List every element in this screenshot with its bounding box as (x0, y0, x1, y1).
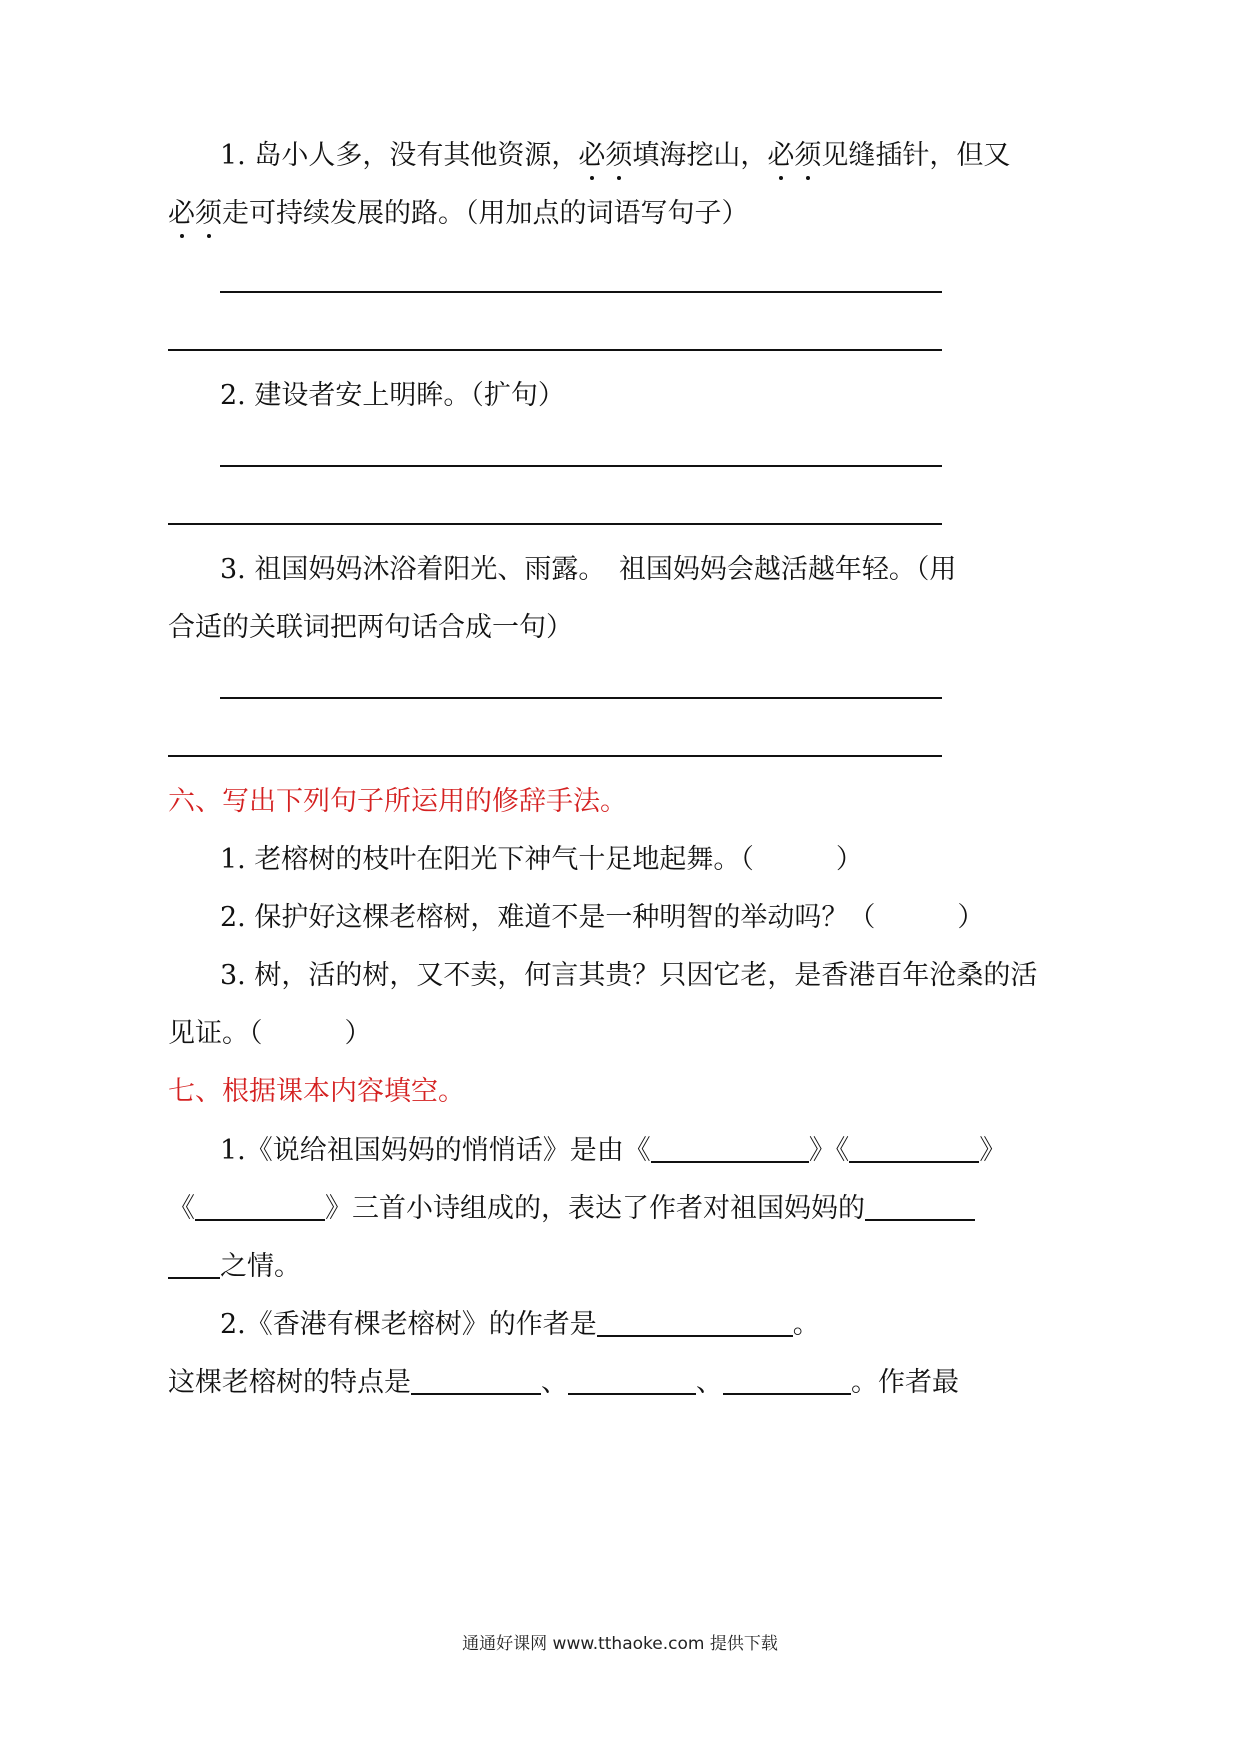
question-5-1-line1 (220, 136, 1010, 176)
question-5-3-line1: 3. 祖国妈妈沐浴着阳光、雨露。 祖国妈妈会越活越年轻。（用 (220, 554, 957, 585)
text-segment: 2. 保护好这棵老榕树，难道不是一种明智的举动吗？（ (220, 902, 876, 933)
answer-line[interactable] (168, 523, 942, 525)
answer-blank[interactable] (411, 1365, 541, 1395)
section-6-heading: 六、写出下列句子所运用的修辞手法。 (168, 786, 627, 817)
answer-line[interactable] (220, 697, 942, 699)
text-segment: ） (957, 902, 985, 933)
section-7-heading: 七、根据课本内容填空。 (168, 1076, 465, 1107)
answer-line[interactable] (220, 465, 942, 467)
text-segment: 1.《说给祖国妈妈的悄悄话》是由《 (220, 1135, 651, 1166)
answer-blank[interactable] (168, 1249, 220, 1279)
text-segment: 、 (696, 1367, 723, 1398)
dotted-char: 须 (794, 140, 822, 171)
question-7-2-line2 (168, 1363, 959, 1403)
question-6-3-line1: 3. 树，活的树，又不卖，何言其贵？只因它老，是香港百年沧桑的活 (220, 960, 1038, 991)
text-segment: ） (835, 844, 863, 875)
question-6-2 (220, 898, 984, 938)
answer-blank[interactable] (597, 1307, 793, 1337)
text-segment: 这棵老榕树的特点是 (168, 1367, 411, 1398)
answer-blank[interactable] (723, 1365, 851, 1395)
text-segment: 1. 老榕树的枝叶在阳光下神气十足地起舞。（ (220, 844, 754, 875)
text-segment: 见缝插针，但又 (821, 140, 1011, 171)
question-6-1 (220, 840, 863, 880)
answer-line[interactable] (168, 349, 942, 351)
question-7-1-line1 (220, 1131, 1006, 1171)
answer-line[interactable] (220, 291, 942, 293)
text-segment: 1. 岛小人多，没有其他资源， (220, 140, 579, 171)
text-segment: ） (344, 1018, 372, 1049)
answer-blank[interactable] (195, 1191, 325, 1221)
dotted-char: 必 (168, 198, 195, 229)
dotted-char: 须 (605, 140, 633, 171)
text-segment: 》三首小诗组成的，表达了作者对祖国妈妈的 (325, 1193, 865, 1224)
question-5-3-line2: 合适的关联词把两句话合成一句） (168, 612, 573, 643)
text-segment: 。作者最 (851, 1367, 959, 1398)
question-6-3-line2 (168, 1014, 372, 1054)
answer-line[interactable] (168, 755, 942, 757)
text-segment: 填海挖山， (632, 140, 768, 171)
question-5-1-line2 (168, 194, 749, 234)
dotted-char: 必 (767, 140, 795, 171)
dotted-char: 须 (195, 198, 222, 229)
dotted-char: 必 (578, 140, 606, 171)
answer-blank[interactable] (865, 1191, 975, 1221)
question-5-2: 2. 建设者安上明眸。（扩句） (220, 380, 565, 411)
answer-blank[interactable] (651, 1133, 809, 1163)
text-segment: 见证。（ (168, 1018, 263, 1049)
text-segment: 之情。 (220, 1251, 301, 1282)
text-segment: 《 (168, 1193, 195, 1224)
footer-credit: 通通好课网 www.tthaoke.com 提供下载 (462, 1634, 778, 1654)
text-segment: 、 (541, 1367, 568, 1398)
question-7-2-line1 (220, 1305, 820, 1345)
text-segment: 走可持续发展的路。（用加点的词语写句子） (222, 198, 749, 229)
text-segment: 2.《香港有棵老榕树》的作者是 (220, 1309, 597, 1340)
text-segment: 。 (792, 1309, 820, 1340)
question-7-1-line3 (168, 1247, 301, 1287)
text-segment: 》 (979, 1135, 1007, 1166)
answer-blank[interactable] (849, 1133, 979, 1163)
text-segment: 》《 (808, 1135, 850, 1166)
answer-blank[interactable] (568, 1365, 696, 1395)
question-7-1-line2 (168, 1189, 975, 1229)
